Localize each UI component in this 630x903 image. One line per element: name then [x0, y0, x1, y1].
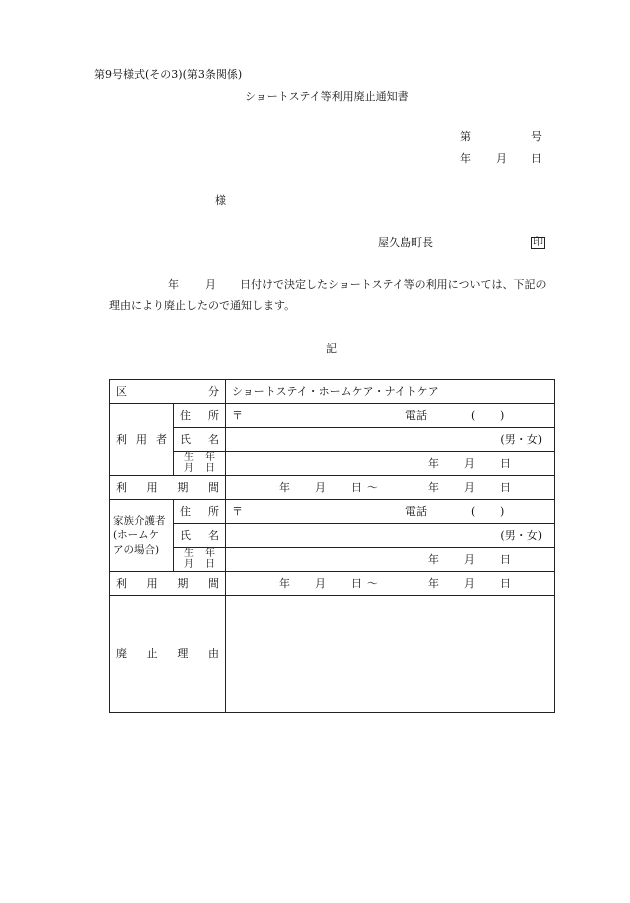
caregiver-label-line-2: (ホームケ [113, 529, 160, 542]
period-2-tilde: ～ [367, 576, 378, 590]
user-label-sha: 者 [156, 432, 167, 446]
user-birth-label-sei: 生 [184, 452, 194, 463]
caregiver-name-field[interactable] [226, 524, 555, 548]
user-address-field[interactable] [226, 404, 555, 428]
period-1-start-year: 年 [279, 480, 290, 494]
user-tel-paren-close: ) [500, 408, 505, 422]
period-label-2-ri: 利 [116, 576, 127, 590]
doc-number-go: 号 [531, 130, 542, 143]
caregiver-birth-year: 年 [428, 552, 439, 566]
user-postal-mark: 〒 [232, 408, 243, 422]
body-sentence-1: 日付けで決定したショートステイ等の利用については、下記の [240, 278, 547, 291]
period-label-1-ki: 期 [177, 480, 189, 494]
kubun-value-text: ショートステイ・ホームケア・ナイトケア [232, 384, 439, 398]
user-gender: (男・女) [500, 432, 542, 446]
user-address-label [174, 404, 226, 428]
usage-period-field-2[interactable] [226, 572, 555, 596]
user-name-field[interactable] [226, 428, 555, 452]
caregiver-birth-label-tsuki: 月 [184, 558, 194, 570]
reason-label-ri: 理 [177, 647, 189, 661]
caregiver-birth-label-sei: 生 [184, 548, 194, 559]
period-label-2-you: 用 [146, 576, 158, 590]
user-name-label [174, 428, 226, 452]
caregiver-birth-label-hi: 日 [205, 558, 215, 570]
header-date-month: 月 [496, 152, 507, 165]
caregiver-label-line-3: アの場合) [113, 543, 160, 556]
period-label-2-kan: 間 [207, 576, 219, 590]
user-birth-label-tsuki: 月 [184, 462, 194, 474]
period-1-end-month: 月 [464, 480, 475, 494]
period-label-1-ri: 利 [116, 480, 127, 494]
issuer-name: 屋久島町長 [378, 236, 433, 249]
row-caregiver-birth [110, 548, 555, 572]
period-2-end-day: 日 [500, 576, 511, 590]
row-user-address [110, 404, 555, 428]
period-2-end-year: 年 [428, 576, 439, 590]
header-date-year: 年 [460, 152, 471, 165]
user-tel-paren-open: ( [471, 408, 476, 422]
reason-label-yu: 由 [207, 647, 219, 661]
caregiver-tel-label: 電話 [405, 504, 427, 518]
period-label-1-you: 用 [146, 480, 158, 494]
user-tel-label: 電話 [405, 408, 427, 422]
body-sentence-2: 理由により廃止したので通知します。 [109, 299, 296, 312]
period-2-end-month: 月 [464, 576, 475, 590]
caregiver-birth-day: 日 [500, 552, 511, 566]
form-number: 第9号様式(その3)(第3条関係) [94, 68, 243, 81]
body-date-month: 月 [205, 278, 216, 291]
caregiver-tel-paren-open: ( [471, 504, 476, 518]
caregiver-postal-mark: 〒 [232, 504, 243, 518]
user-name-label-shi: 氏 [180, 432, 191, 446]
header-date-day: 日 [531, 152, 542, 165]
period-label-1-kan: 間 [207, 480, 219, 494]
caregiver-name-label-shi: 氏 [180, 528, 191, 542]
caregiver-label-line-1: 家族介護者 [113, 515, 166, 528]
user-birth-year: 年 [428, 456, 439, 470]
addressee-sama: 様 [215, 194, 226, 207]
caregiver-address-label [174, 500, 226, 524]
row-usage-period-2 [110, 572, 555, 596]
doc-number-dai: 第 [460, 130, 471, 143]
caregiver-birth-label-nen: 年 [205, 548, 215, 559]
row-caregiver-address [110, 500, 555, 524]
caregiver-birth-field[interactable] [226, 548, 555, 572]
user-birth-label [174, 452, 226, 476]
user-address-label-sho: 所 [208, 408, 219, 422]
period-1-start-day: 日 [351, 480, 362, 494]
row-user-birth [110, 452, 555, 476]
kubun-label-ku: 区 [116, 384, 127, 398]
seal-mark: 印 [533, 237, 543, 248]
row-usage-period-1 [110, 476, 555, 500]
kubun-value [226, 380, 555, 404]
notification-form-table [109, 379, 555, 713]
user-birth-month: 月 [464, 456, 475, 470]
usage-period-label-1 [110, 476, 226, 500]
caregiver-gender: (男・女) [500, 528, 542, 542]
row-reason [110, 596, 555, 713]
reason-field[interactable] [226, 596, 555, 713]
caregiver-name-label [174, 524, 226, 548]
row-kubun [110, 380, 555, 404]
caregiver-birth-month: 月 [464, 552, 475, 566]
caregiver-address-field[interactable] [226, 500, 555, 524]
row-user-name [110, 428, 555, 452]
kubun-label [110, 380, 226, 404]
document-title: ショートステイ等利用廃止通知書 [245, 90, 409, 103]
period-2-start-year: 年 [279, 576, 290, 590]
user-birth-field[interactable] [226, 452, 555, 476]
caregiver-address-label-ju: 住 [180, 504, 191, 518]
ki-heading: 記 [326, 342, 337, 355]
caregiver-address-label-sho: 所 [208, 504, 219, 518]
user-birth-label-nen: 年 [205, 452, 215, 463]
period-1-start-month: 月 [315, 480, 326, 494]
period-2-start-month: 月 [315, 576, 326, 590]
caregiver-label [110, 500, 174, 572]
reason-label-shi: 止 [146, 647, 158, 661]
caregiver-birth-label [174, 548, 226, 572]
period-1-end-year: 年 [428, 480, 439, 494]
usage-period-field-1[interactable] [226, 476, 555, 500]
body-date-year: 年 [168, 278, 179, 291]
user-birth-label-hi: 日 [205, 462, 215, 474]
user-label-ri: 利 [116, 432, 127, 446]
period-1-end-day: 日 [500, 480, 511, 494]
usage-period-label-2 [110, 572, 226, 596]
reason-label-hai: 廃 [116, 647, 127, 661]
user-label-you: 用 [136, 432, 147, 446]
user-label [110, 404, 174, 476]
period-2-start-day: 日 [351, 576, 362, 590]
reason-label [110, 596, 226, 713]
kubun-label-bun: 分 [208, 384, 219, 398]
user-address-label-ju: 住 [180, 408, 191, 422]
row-caregiver-name [110, 524, 555, 548]
period-1-tilde: ～ [367, 480, 378, 494]
user-name-label-mei: 名 [208, 432, 219, 446]
caregiver-name-label-mei: 名 [208, 528, 219, 542]
user-birth-day: 日 [500, 456, 511, 470]
period-label-2-ki: 期 [177, 576, 189, 590]
caregiver-tel-paren-close: ) [500, 504, 505, 518]
